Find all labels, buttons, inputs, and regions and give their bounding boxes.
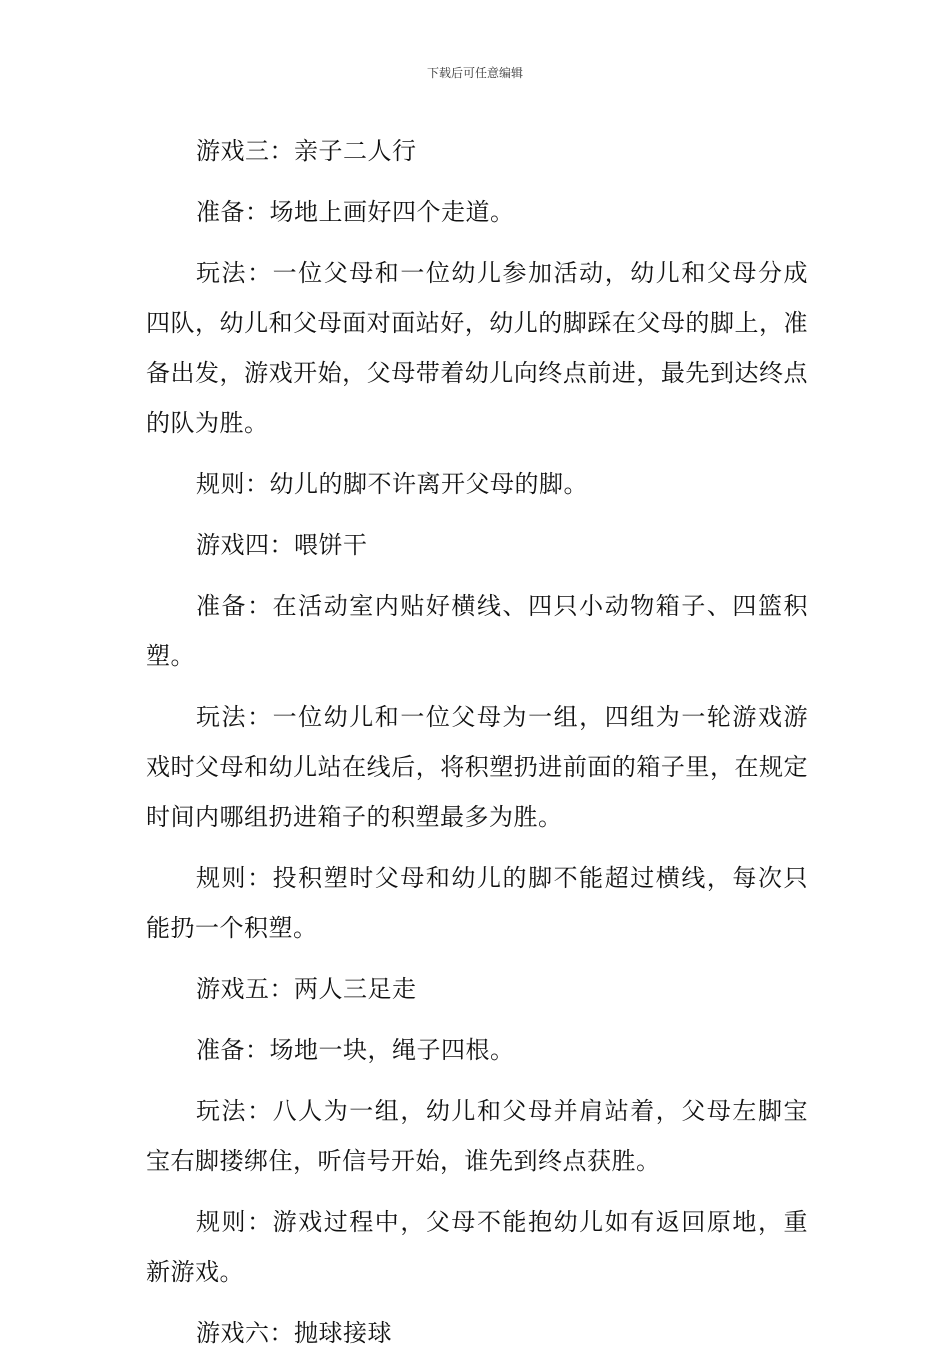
paragraph-gameplay: 玩法：八人为一组，幼儿和父母并肩站着，父母左脚宝宝右脚搂绑住，听信号开始，谁先到终点获胜。 (146, 1097, 808, 1175)
paragraph-gameplay: 玩法：一位幼儿和一位父母为一组，四组为一轮游戏游戏时父母和幼儿站在线后，将积塑扔进前面的箱子里，在规定时间内哪组扔进箱子的积塑最多为胜。 (146, 703, 808, 831)
document-body (146, 126, 808, 1369)
paragraph-preparation: 准备：场地一块，绳子四根。 (196, 1036, 515, 1064)
section-title-game-3: 游戏三：亲子二人行 (196, 137, 417, 165)
paragraph-preparation: 准备：在活动室内贴好横线、四只小动物箱子、四篮积塑。 (146, 592, 808, 670)
section-title-game-4: 游戏四：喂饼干 (196, 531, 368, 559)
page-header: 下载后可任意编辑 (426, 66, 523, 80)
paragraph-rules: 规则：游戏过程中，父母不能抱幼儿如有返回原地，重新游戏。 (146, 1208, 808, 1286)
paragraph-gameplay: 玩法：一位父母和一位幼儿参加活动，幼儿和父母分成四队，幼儿和父母面对面站好，幼儿的脚踩在父母的脚上，准备出发，游戏开始，父母带着幼儿向终点前进，最先到达终点的队为胜。 (146, 259, 808, 437)
section-title-game-6: 游戏六：抛球接球 (196, 1319, 392, 1347)
paragraph-rules: 规则：幼儿的脚不许离开父母的脚。 (196, 470, 588, 498)
paragraph-preparation: 准备：场地上画好四个走道。 (196, 198, 515, 226)
paragraph-rules: 规则：投积塑时父母和幼儿的脚不能超过横线，每次只能扔一个积塑。 (146, 864, 808, 942)
section-title-game-5: 游戏五：两人三足走 (196, 975, 417, 1003)
